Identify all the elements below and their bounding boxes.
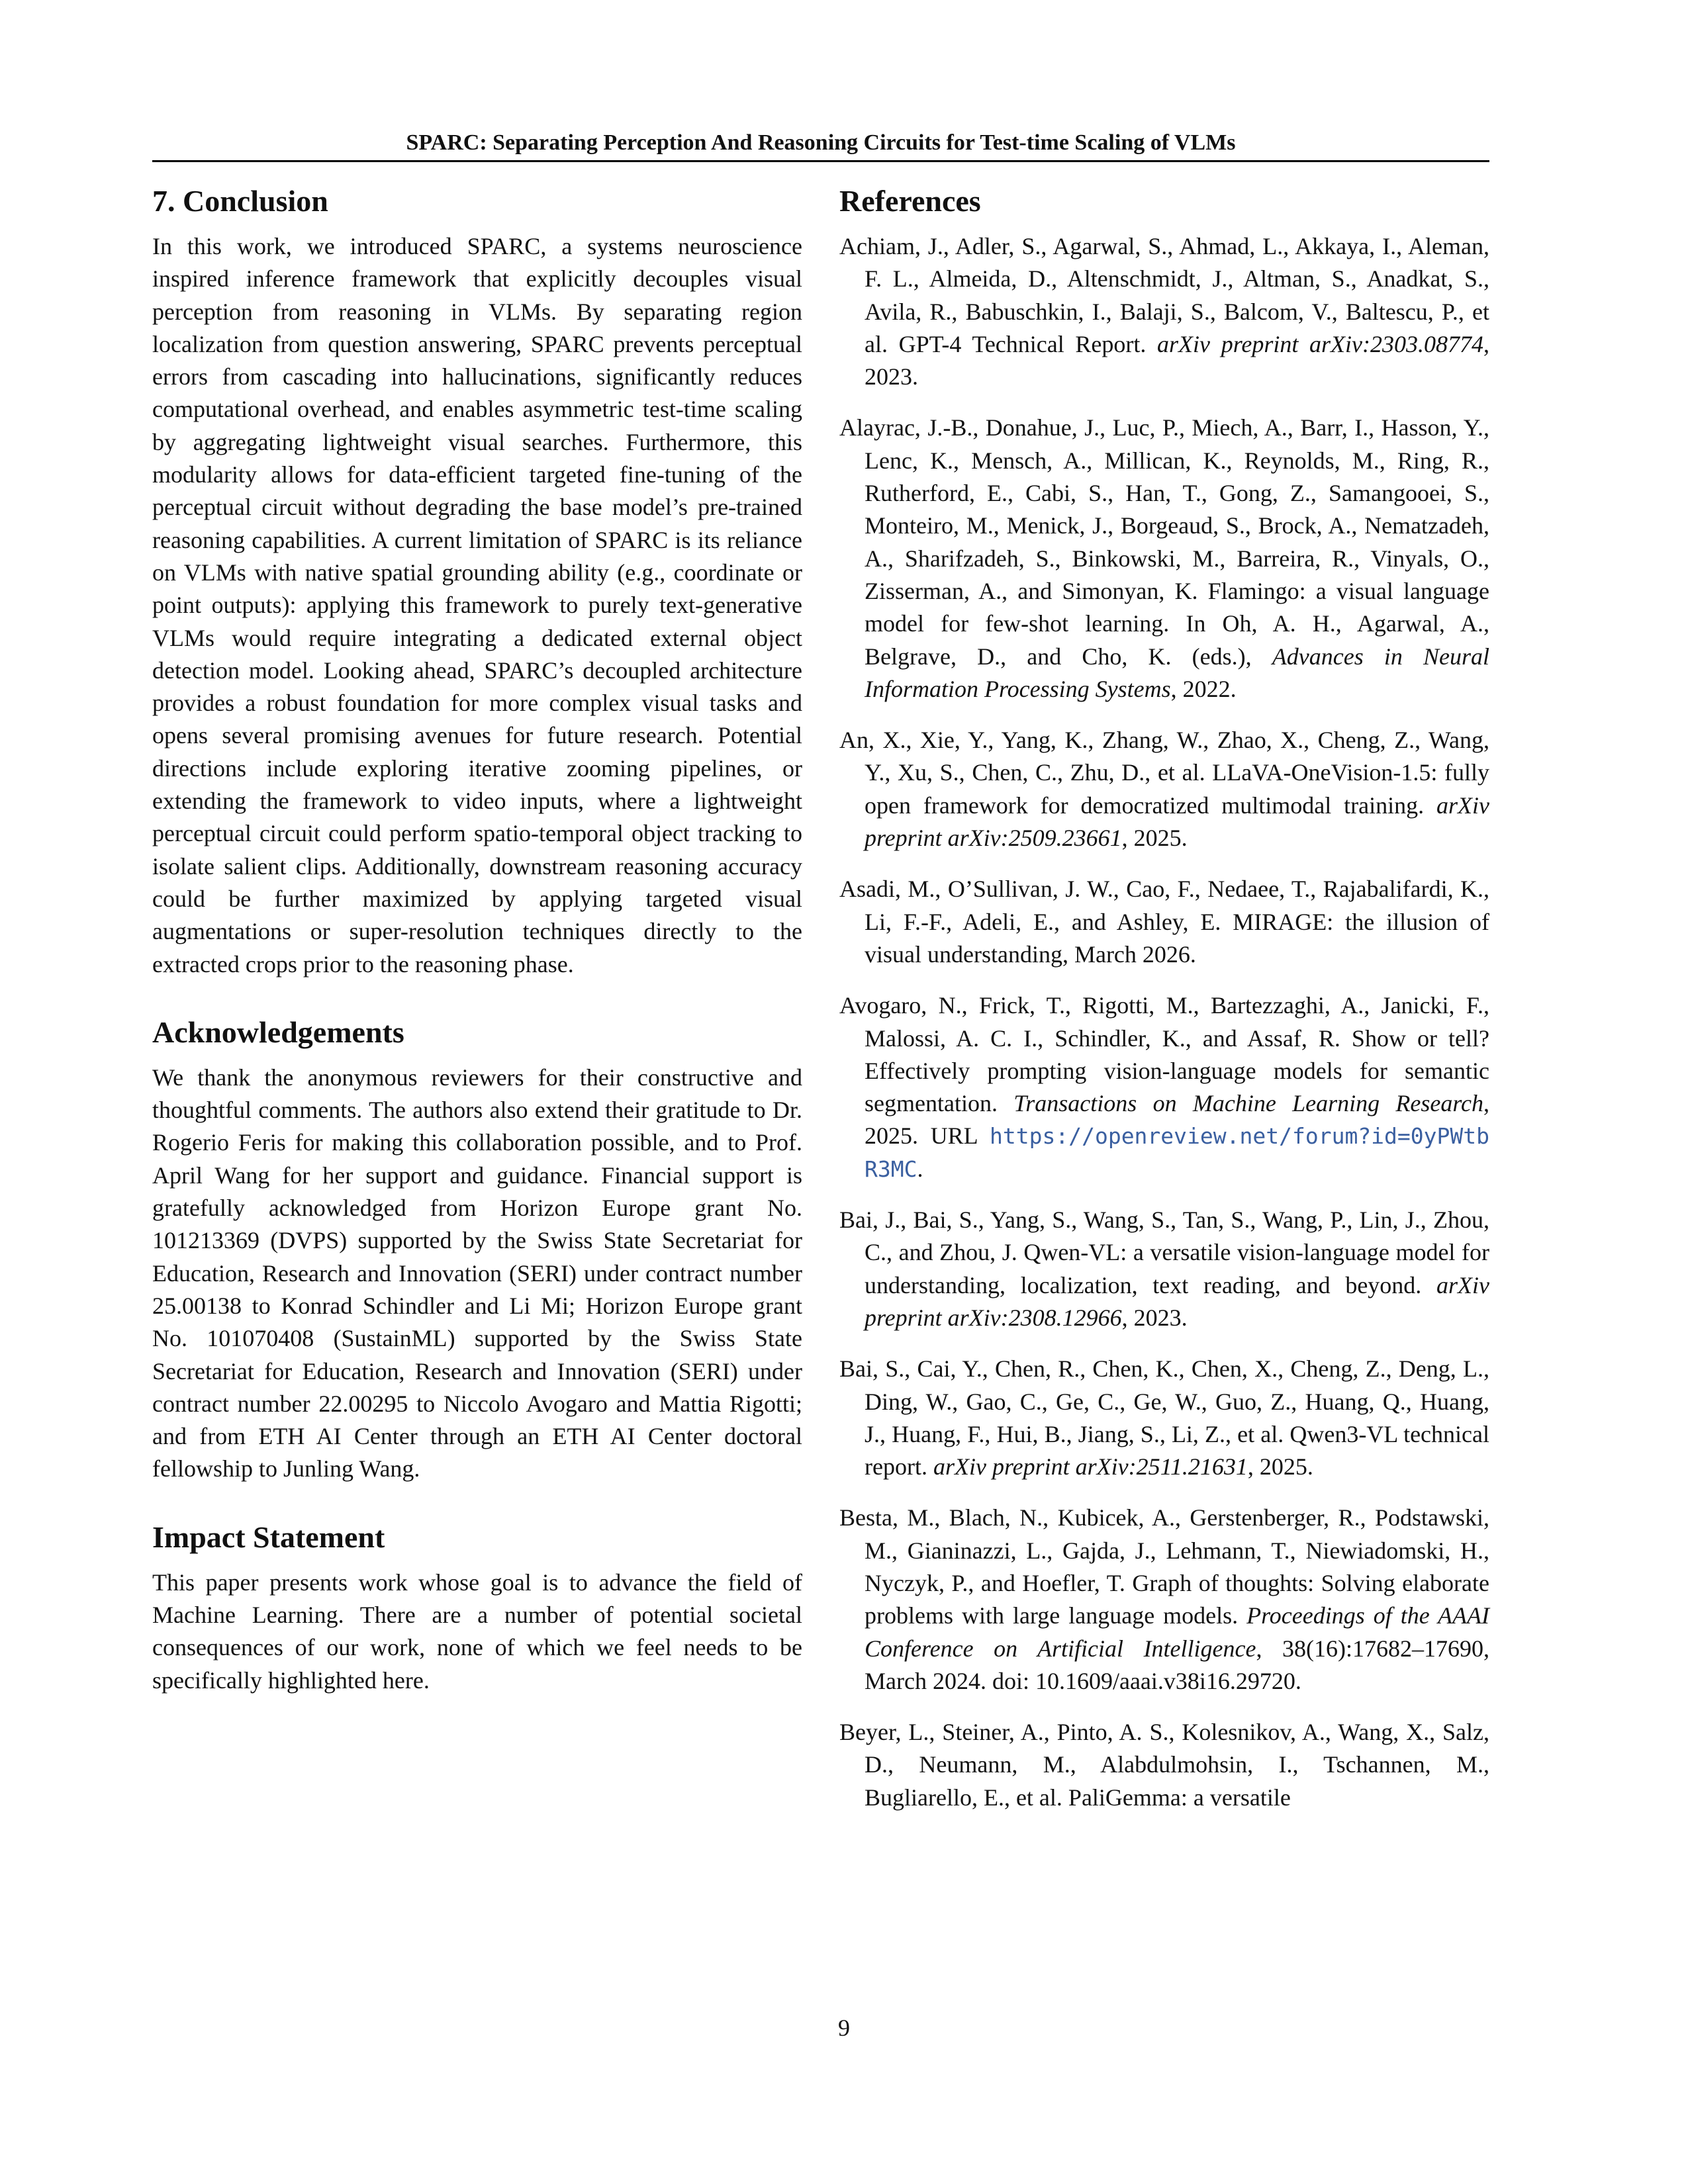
reference-entry: [839, 1716, 1489, 1814]
acknowledgements-heading: Acknowledgements: [152, 1015, 404, 1049]
reference-text: Bai, J., Bai, S., Yang, S., Wang, S., Tan, S., Wang, P., Lin, J., Zhou, C., and Zhou, J. Qwen-VL: a versatile vision-language model for understanding, localization, text reading, and beyond.: [839, 1206, 1489, 1298]
reference-text: Achiam, J., Adler, S., Agarwal, S., Ahmad, L., Akkaya, I., Aleman, F. L., Almeida, D., Altenschmidt, J., Altman, S., Anadkat, S., Avila, R., Babuschkin, I., Balaji, S., Balcom, V., Baltescu, P., et al. GPT-4 Technical Report.: [839, 233, 1489, 357]
reference-entry: [839, 989, 1489, 1185]
reference-text: Asadi, M., O’Sullivan, J. W., Cao, F., Nedaee, T., Rajabalifardi, K., Li, F.-F., Adeli, E., and Ashley, E. MIRAGE: the illusion of visual understanding, March 2026.: [839, 876, 1489, 968]
reference-entry: [839, 230, 1489, 393]
conclusion-heading: 7. Conclusion: [152, 184, 328, 218]
reference-text-end: , 2023.: [865, 330, 1489, 390]
header-rule: [152, 160, 1489, 162]
reference-venue: Advances in Neural Information Processing Systems: [865, 643, 1489, 702]
reference-entry: [839, 412, 1489, 705]
reference-venue: Proceedings of the AAAI Conference on Artificial Intelligence: [865, 1602, 1489, 1662]
reference-text-end: , 2025.: [1247, 1453, 1313, 1480]
reference-venue: arXiv preprint arXiv:2303.08774: [1157, 330, 1483, 357]
reference-text: Besta, M., Blach, N., Kubicek, A., Gerstenberger, R., Podstawski, M., Gianinazzi, L., Gajda, J., Lehmann, T., Niewiadomski, H., Nyczyk, P., and Hoefler, T. Graph of thoughts: Solving elaborate problems with large language models.: [839, 1504, 1489, 1629]
reference-venue: arXiv preprint arXiv:2511.21631: [933, 1453, 1248, 1480]
reference-list: [839, 230, 1489, 1814]
reference-text-end: , 2023.: [1121, 1304, 1188, 1331]
acknowledgements-paragraph: We thank the anonymous reviewers for their constructive and thoughtful comments. The authors also extend their gratitude to Dr. Rogerio Feris for making this collaboration possible, and to Prof. April Wang for her support and guidance. Financial support is gratefully acknowledged from Horizon Europe grant No. 101213369 (DVPS) supported by the Swiss State Secretariat for Education, Research and Innovation (SERI) under contract number 25.00138 to Konrad Schindler and Li Mi; Horizon Europe grant No. 101070408 (SustainML) supported by the Swiss State Secretariat for Education, Research and Innovation (SERI) under contract number 22.00295 to Niccolo Avogaro and Mattia Rigotti; and from ETH AI Center through an ETH AI Center doctoral fellowship to Junling Wang.: [152, 1064, 802, 1482]
references-heading: References: [839, 184, 981, 218]
conclusion-paragraph: In this work, we introduced SPARC, a systems neuroscience inspired inference framework that explicitly decouples visual perception from reasoning in VLMs. By separating region localization from question answering, SPARC prevents perceptual errors from cascading into hallucinations, significantly reduces computational overhead, and enables asymmetric test-time scaling by aggregating lightweight visual searches. Furthermore, this modularity allows for data-efficient targeted fine-tuning of the perceptual circuit without degrading the base model’s pre-trained reasoning capabilities. A current limitation of SPARC is its reliance on VLMs with native spatial grounding ability (e.g., coordinate or point outputs): applying this framework to purely text-generative VLMs would require integrating a dedicated external object detection model. Looking ahead, SPARC’s decoupled architecture provides a robust foundation for more complex visual tasks and opens several promising avenues for future research. Potential directions include exploring iterative zooming pipelines, or extending the framework to video inputs, where a lightweight perceptual circuit could perform spatio-temporal object tracking to isolate salient clips. Additionally, downstream reasoning accuracy could be further maximized by applying targeted visual augmentations or super-resolution techniques directly to the extracted crops prior to the reasoning phase.: [152, 233, 802, 978]
reference-text-end: , 38(16):17682–17690, March 2024. doi: 10.1609/aaai.v38i16.29720.: [865, 1635, 1489, 1694]
right-column: [839, 177, 1489, 1814]
reference-entry: [839, 1204, 1489, 1334]
reference-text: Beyer, L., Steiner, A., Pinto, A. S., Kolesnikov, A., Wang, X., Salz, D., Neumann, M., Alabdulmohsin, I., Tschannen, M., Bugliarello, E., et al. PaliGemma: a versatile: [839, 1719, 1489, 1811]
reference-text-end: , 2025. URL: [865, 1090, 1490, 1150]
reference-text: Alayrac, J.-B., Donahue, J., Luc, P., Miech, A., Barr, I., Hasson, Y., Lenc, K., Mensch, A., Millican, K., Reynolds, M., Ring, R., Rutherford, E., Cabi, S., Han, T., Gong, Z., Samangooei, S., Monteiro, M., Menick, J., Borgeaud, S., Brock, A., Nematzadeh, A., Sharifzadeh, S., Binkowski, M., Barreira, R., Vinyals, O., Zisserman, A., and Simonyan, K. Flamingo: a visual language model for few-shot learning. In Oh, A. H., Agarwal, A., Belgrave, D., and Cho, K. (eds.),: [839, 414, 1489, 670]
reference-text: Avogaro, N., Frick, T., Rigotti, M., Bartezzaghi, A., Janicki, F., Malossi, A. C. I., Schindler, K., and Assaf, R. Show or tell? Effectively prompting vision-language models for semantic segmentation.: [839, 992, 1489, 1117]
reference-entry: [839, 1353, 1489, 1483]
impact-statement-heading: Impact Statement: [152, 1520, 385, 1554]
reference-text-end: , 2022.: [1170, 675, 1237, 702]
reference-text-end: , 2025.: [1121, 825, 1188, 852]
reference-entry: [839, 724, 1489, 854]
reference-text-tail: .: [917, 1155, 923, 1182]
reference-venue: arXiv preprint arXiv:2308.12966: [865, 1271, 1489, 1331]
reference-url-link[interactable]: https://openreview.net/forum?id=0yPWtbR3MC: [865, 1123, 1489, 1182]
reference-entry: [839, 873, 1489, 971]
reference-entry: [839, 1502, 1489, 1698]
reference-text: An, X., Xie, Y., Yang, K., Zhang, W., Zhao, X., Cheng, Z., Wang, Y., Xu, S., Chen, C., Zhu, D., et al. LLaVA-OneVision-1.5: fully open framework for democratized multimodal training.: [839, 727, 1489, 819]
reference-text: Bai, S., Cai, Y., Chen, R., Chen, K., Chen, X., Cheng, Z., Deng, L., Ding, W., Gao, C., Ge, C., Ge, W., Guo, Z., Huang, Q., Huang, J., Huang, F., Hui, B., Jiang, S., Li, Z., et al. Qwen3-VL technical report.: [839, 1355, 1489, 1480]
reference-venue: arXiv preprint arXiv:2509.23661: [865, 792, 1489, 852]
reference-venue: Transactions on Machine Learning Research: [1013, 1090, 1484, 1117]
impact-statement-paragraph: This paper presents work whose goal is to advance the field of Machine Learning. There are a number of potential societal consequences of our work, none of which we feel needs to be specifically highlighted here.: [152, 1569, 802, 1694]
page-number: 9: [838, 2015, 850, 2041]
running-header-title: SPARC: Separating Perception And Reasoning Circuits for Test-time Scaling of VLMs: [406, 130, 1236, 155]
left-column: [152, 177, 802, 1697]
